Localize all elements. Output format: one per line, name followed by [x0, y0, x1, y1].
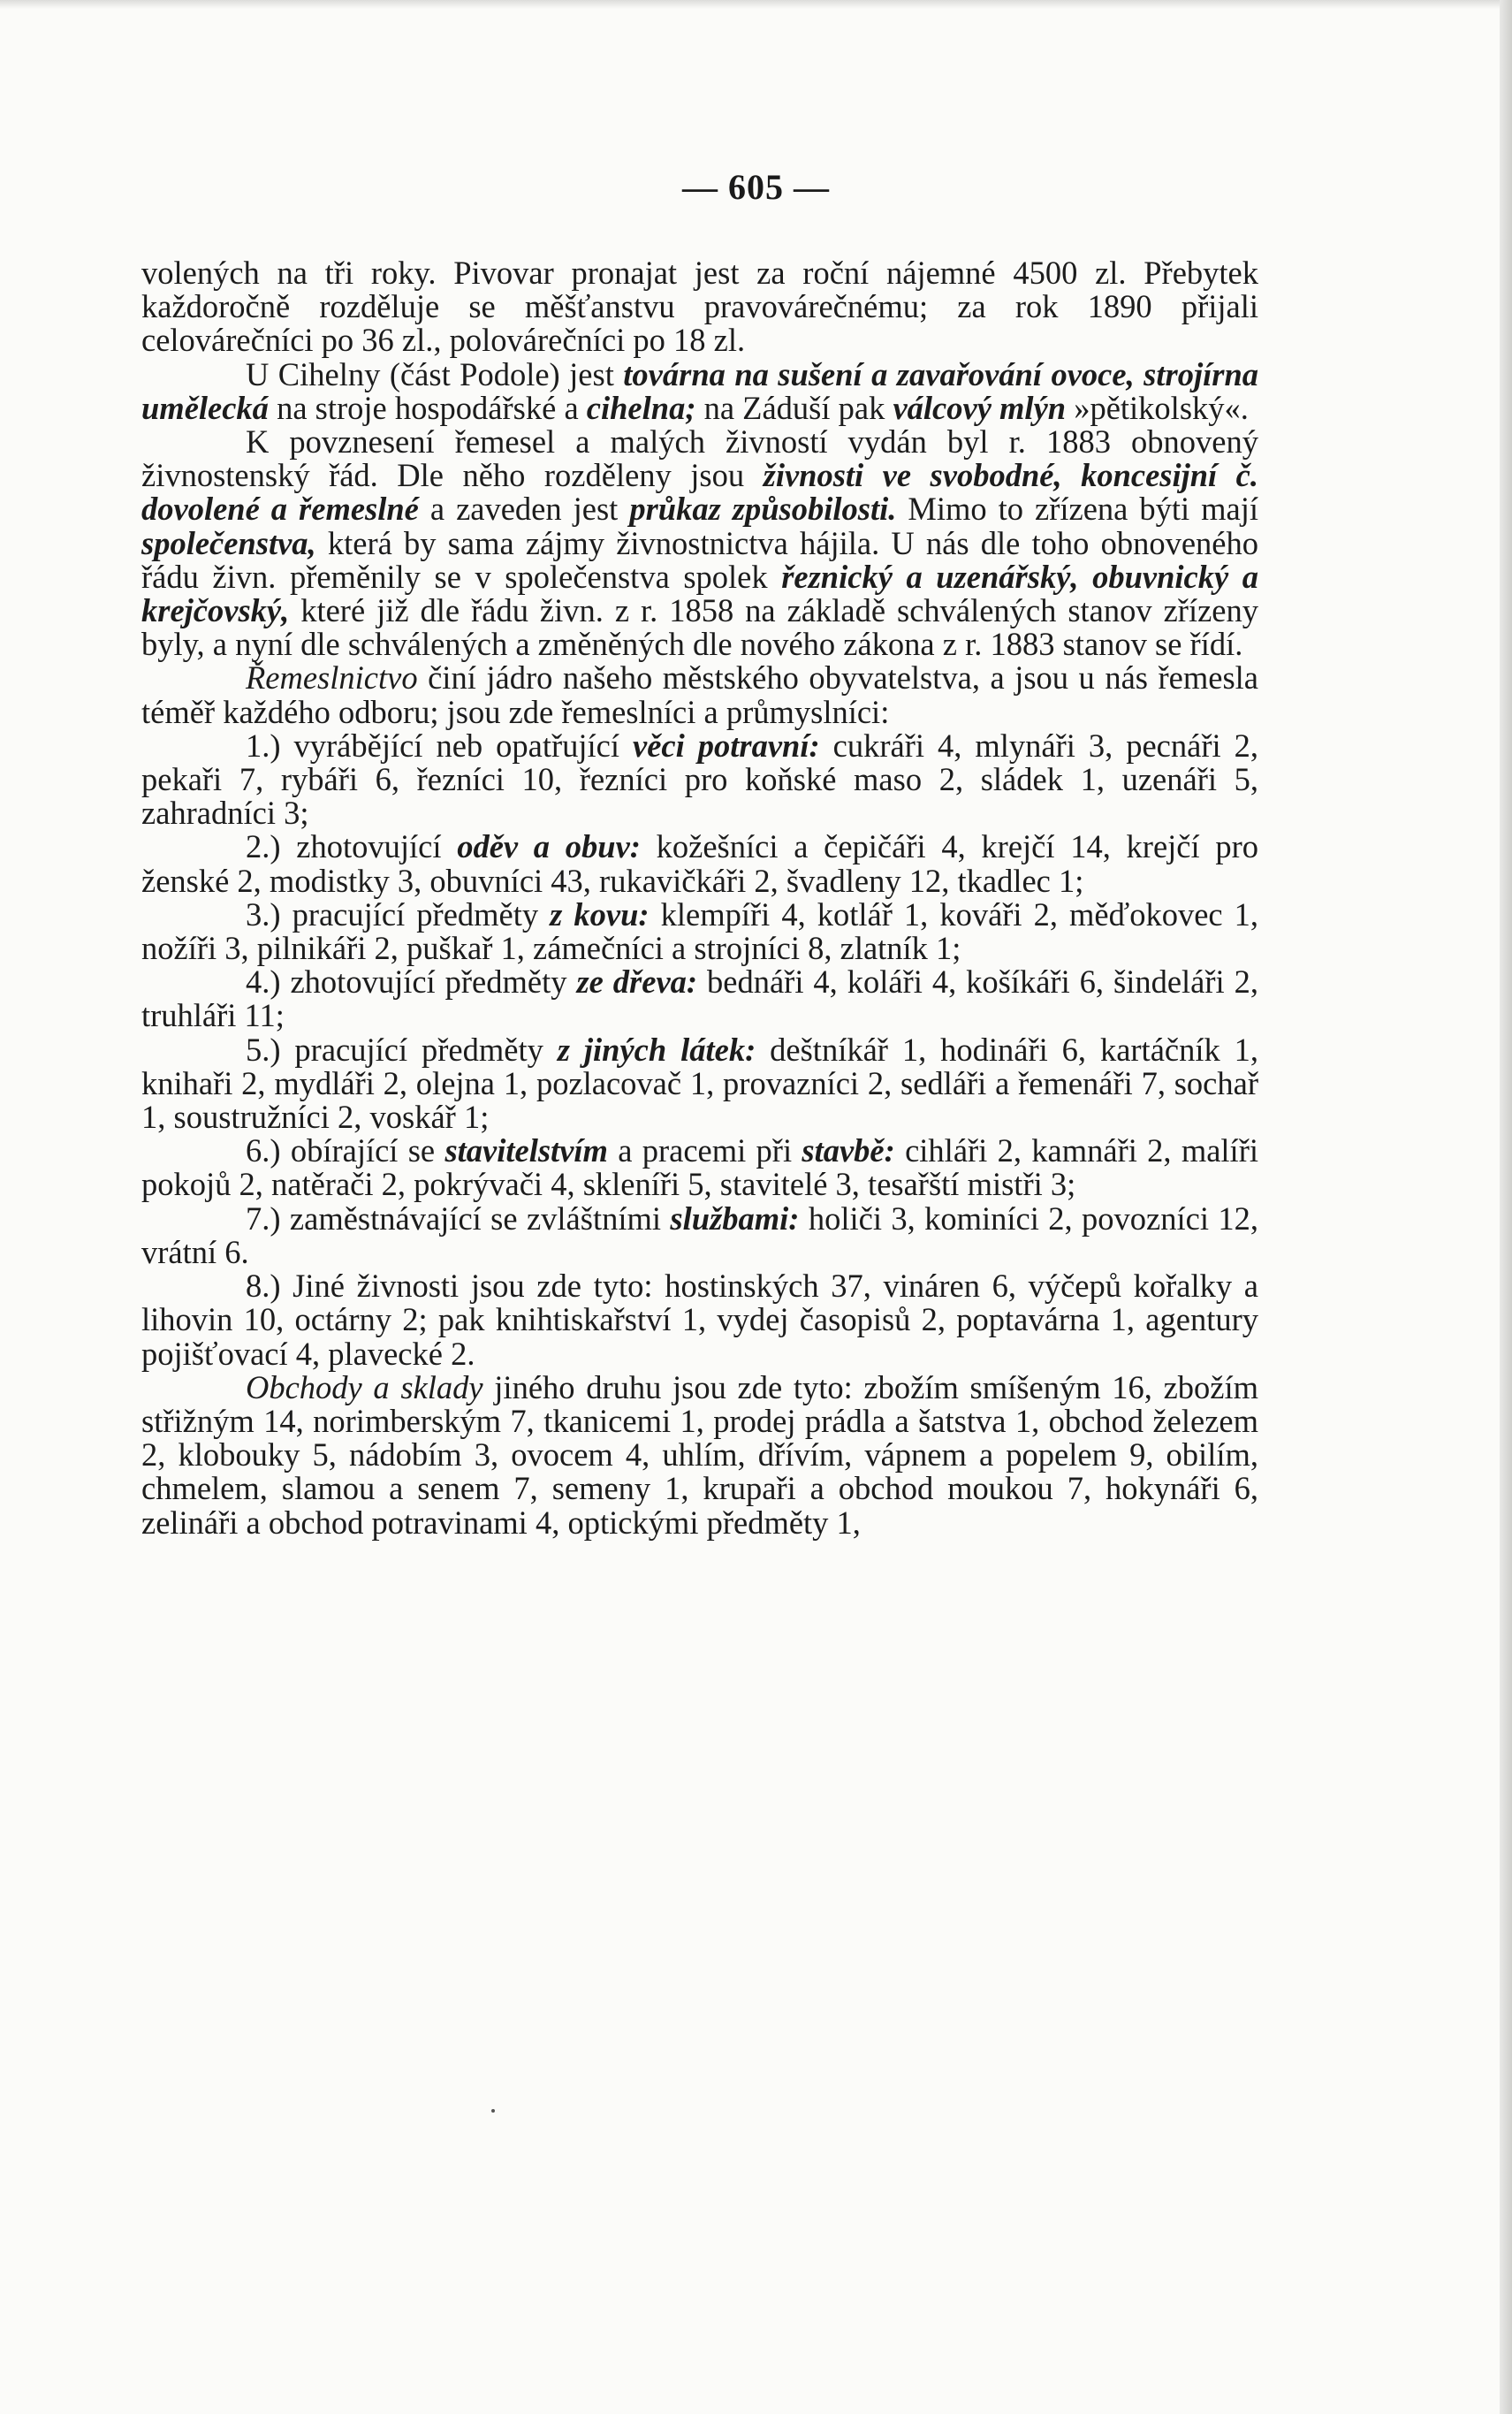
- scan-speck: [491, 2109, 495, 2113]
- list-item-odev: 2.) zhotovující oděv a obuv: kožešníci a čepičáři 4, krejčí 14, krejčí pro ženské 2, modistky 3, obuvníci 43, rukavičkáři 2, švadleny 12, tkadlec 1;: [141, 828, 1259, 899]
- list-item-sluzby: 7.) zaměstnávající se zvláštními službami: holiči 3, kominíci 2, povozníci 12, vrátní 6.: [141, 1199, 1258, 1270]
- list-item-stavitelstvi: 6.) obírající se stavitelstvím a pracemi při stavbě: cihláři 2, kamnáři 2, malíři pokojů 2, natěrači 2, pokrývači 4, skleníři 5, stavitelé 3, tesařští mistři 3;: [141, 1132, 1258, 1203]
- paragraph-obchody: Obchody a sklady jiného druhu jsou zde tyto: zbožím smíšeným 16, zbožím střižným 14, norimberským 7, tkanicemi 1, prodej prádla a šatstva 1, obchod železem 2, klobouky 5, nádobím 3, ovocem 4, uhlím, dřívím, vápnem a popelem 9, obilím, chmelem, slamou a senem 7, semeny 1, krupaři a obchod moukou 7, hokynáři 6, zelináři a obchod potravinami 4, optickými předměty 1,: [141, 1368, 1258, 1541]
- body-text: [141, 256, 1258, 1540]
- paragraph-zivnostensky-rad: K povznesení řemesel a malých živností vydán byl r. 1883 obnovený živnostenský řád. Dle něho rozděleny jsou živnosti ve svobodné, koncesijní č. dovolené a řemeslné a zaveden jest průkaz způsobilosti. Mimo to zřízena býti mají společenstva, která by sama zájmy živnostnictva hájila. U nás dle toho obnoveného řádu živn. přeměnily se v společenstva spolek řeznický a uzenářský, obuvnický a krejčovský, které již dle řádu živn. z r. 1858 na základě schválených stanov zřízeny byly, a nyní dle schválených a změněných dle nového zákona z r. 1883 stanov se řídí.: [141, 423, 1259, 663]
- list-item-jine-latky: 5.) pracující předměty z jiných látek: deštníkář 1, hodináři 6, kartáčník 1, knihaři 2, mydláři 2, olejna 1, pozlacovač 1, provazníci 2, sedláři a řemenáři 7, sochař 1, soustružníci 2, voskář 1;: [141, 1031, 1259, 1136]
- list-item-potravni: 1.) vyrábějící neb opatřující věci potravní: cukráři 4, mlynáři 3, pecnáři 2, pekaři 7, rybáři 6, řezníci 10, řezníci pro koňské maso 2, sládek 1, uzenáři 5, zahradníci 3;: [141, 727, 1258, 832]
- paragraph-continued: volených na tři roky. Pivovar pronajat jest za roční nájemné 4500 zl. Přebytek každoročně rozděluje se měšťanstvu pravovárečnému; za rok 1890 přijali celovárečníci po 36 zl., polovárečníci po 18 zl.: [141, 255, 1258, 359]
- paragraph-cihelna: U Cihelny (část Podole) jest továrna na sušení a zavařování ovoce, strojírna umělecká na stroje hospodářské a cihelna; na Záduší pak válcový mlýn »pětikolský«.: [141, 355, 1258, 426]
- list-item-kov: 3.) pracující předměty z kovu: klempíři 4, kotlář 1, kováři 2, měďokovec 1, nožíři 3, pilnikáři 2, puškař 1, zámečníci a strojníci 8, zlatník 1;: [141, 895, 1259, 967]
- paragraph-remeslnictvo: Řemeslnictvo činí jádro našeho městského obyvatelstva, a jsou u nás řemesla téměř každého odboru; jsou zde řemeslníci a průmyslníci:: [141, 659, 1258, 730]
- scan-edge-right: [1500, 0, 1512, 2414]
- scan-edge-top: [0, 0, 1512, 9]
- list-item-jine-zivnosti: 8.) Jiné živnosti jsou zde tyto: hostinských 37, vináren 6, výčepů kořalky a lihovin 10, octárny 2; pak knihtiskařství 1, vydej časopisů 2, poptavárna 1, agentury pojišťovací 4, plavecké 2.: [141, 1268, 1258, 1372]
- list-item-drevo: 4.) zhotovující předměty ze dřeva: bednáři 4, koláři 4, košíkáři 6, šindeláři 2, truhláři 11;: [141, 963, 1259, 1034]
- page-number: — 605 —: [682, 167, 830, 207]
